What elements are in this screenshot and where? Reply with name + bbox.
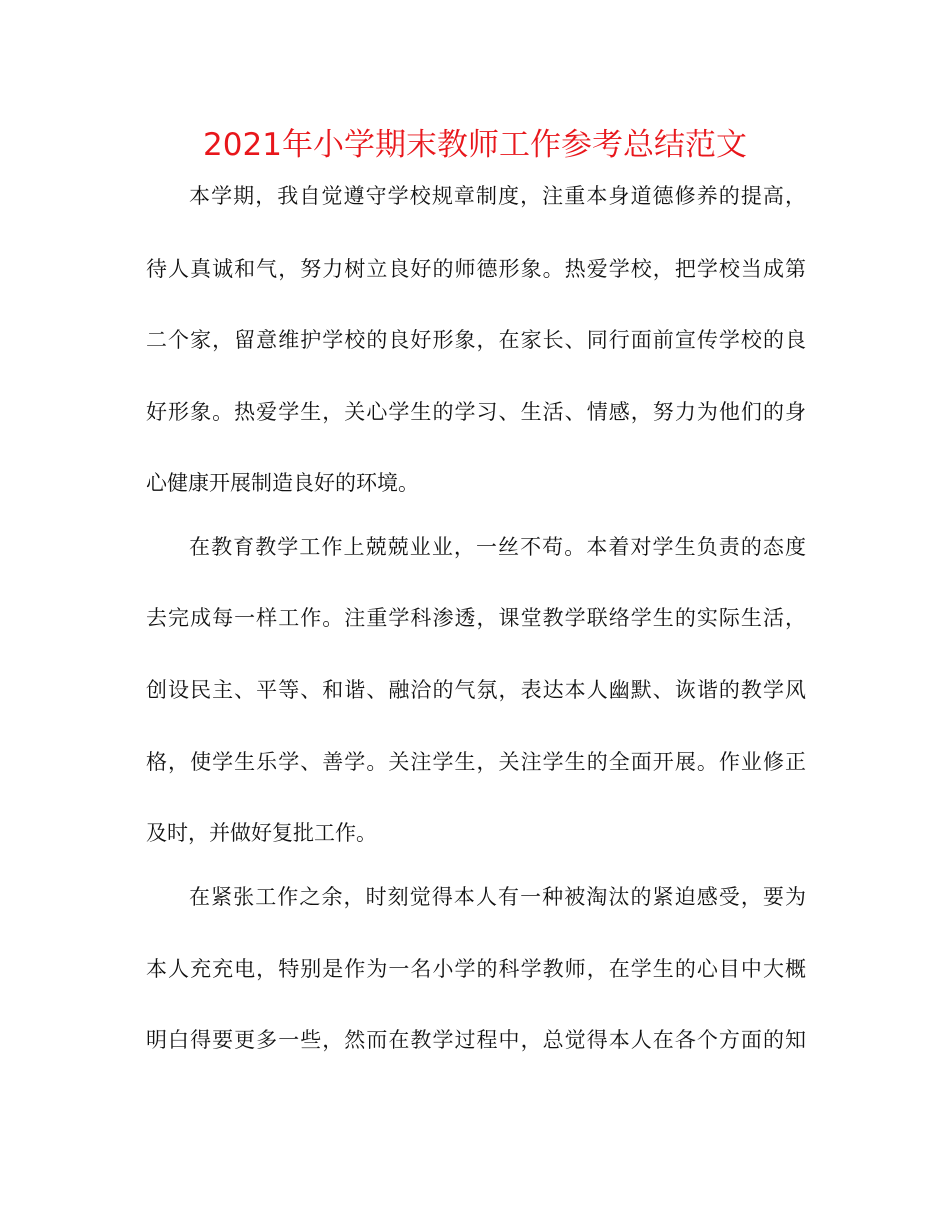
document-title: 2021年小学期末教师工作参考总结范文 [203, 127, 747, 163]
paragraph-1-line-3: 二个家，留意维护学校的良好形象，在家长、同行面前宣传学校的良 [146, 328, 806, 352]
paragraph-3-line-1: 在紧张工作之余，时刻觉得本人有一种被淘汰的紧迫感受，要为 [189, 885, 806, 909]
paragraph-2-line-1: 在教育教学工作上兢兢业业，一丝不苟。本着对学生负责的态度 [189, 535, 806, 559]
paragraph-1-line-5: 心健康开展制造良好的环境。 [146, 471, 419, 495]
paragraph-1-line-4: 好形象。热爱学生，关心学生的学习、生活、情感，努力为他们的身 [146, 400, 806, 424]
paragraph-2-line-2: 去完成每一样工作。注重学科渗透，课堂教学联络学生的实际生活， [146, 606, 806, 630]
paragraph-2-line-4: 格，使学生乐学、善学。关注学生，关注学生的全面开展。作业修正 [146, 750, 806, 774]
paragraph-3-line-2: 本人充充电，特别是作为一名小学的科学教师，在学生的心目中大概 [146, 957, 806, 981]
paragraph-2-line-5: 及时，并做好复批工作。 [146, 821, 377, 845]
paragraph-1-line-2: 待人真诚和气，努力树立良好的师德形象。热爱学校，把学校当成第 [146, 257, 806, 281]
paragraph-3-line-3: 明白得要更多一些，然而在教学过程中，总觉得本人在各个方面的知 [146, 1028, 806, 1052]
paragraph-2-line-3: 创设民主、平等、和谐、融洽的气氛，表达本人幽默、诙谐的教学风 [146, 678, 806, 702]
paragraph-1-line-1: 本学期，我自觉遵守学校规章制度，注重本身道德修养的提高， [189, 184, 806, 208]
